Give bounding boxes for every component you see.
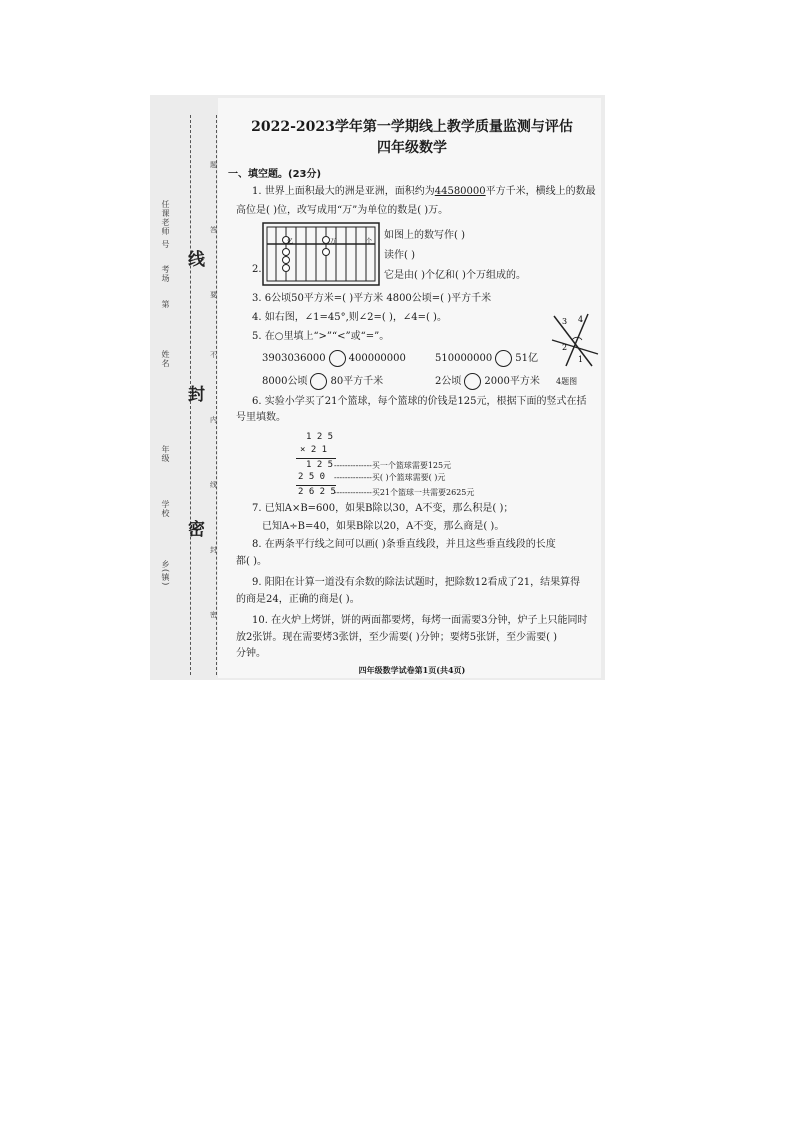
calc-rule-1: [296, 458, 336, 459]
calc-row-partial-2: 2 5 0: [298, 472, 326, 482]
q5-item-4: [435, 373, 540, 390]
warn-char-8: 题: [210, 161, 217, 169]
field-seat-number: 号: [161, 240, 170, 249]
field-exam-room: 考场: [161, 265, 170, 283]
warn-char-3: 线: [210, 481, 217, 489]
q5-answer-circle-4[interactable]: [464, 373, 481, 390]
abacus-figure: [262, 222, 380, 286]
q6-line2: 号里填数。: [236, 412, 286, 423]
calc-rule-2: [296, 485, 336, 486]
q1-area-number: 44580000: [434, 186, 486, 197]
q9-line1: 9. 阳阳在计算一道没有余数的除法试题时，把除数12看成了21，结果算得: [252, 577, 581, 588]
q5-item-2-left: 510000000: [435, 353, 493, 364]
q5-answer-circle-3[interactable]: [310, 373, 327, 390]
section-fill-blank-heading: 一、填空题。(23分): [228, 169, 322, 180]
q7-line1: 7. 已知A×B=600，如果B除以30，A不变，那么积是( )；: [252, 503, 514, 514]
q1-text-a: 1. 世界上面积最大的洲是亚洲，面积约为: [252, 186, 435, 197]
q1-line1: [252, 184, 596, 199]
q7-line2: 已知A÷B=40，如果B除以20，A不变，那么商是( )。: [262, 521, 505, 532]
seal-dashed-line-inner: [216, 115, 217, 675]
angle-label-1: 1: [578, 355, 584, 364]
q5-item-1: [262, 350, 406, 367]
seal-char-mi: 密: [184, 520, 204, 537]
q2-line2: 读作( ): [384, 250, 415, 261]
warn-char-7: 答: [210, 226, 217, 234]
field-town: 乡(镇): [161, 560, 170, 587]
warn-char-1: 密: [210, 611, 217, 619]
warn-char-6: 要: [210, 291, 217, 299]
q10-line2: 放2张饼。现在需要烤3张饼，至少需要( )分钟；要烤5张饼，至少需要( ): [236, 632, 558, 643]
q10-line1: 10. 在火炉上烤饼，饼的两面都要烤，每烤一面需要3分钟，炉子上只能同时: [252, 615, 588, 626]
q2-line1: 如图上的数写作( ): [384, 230, 465, 241]
angle-label-3: 3: [562, 317, 568, 326]
seal-char-feng: 封: [184, 385, 204, 402]
page-footer: 四年级数学试卷第1页(共4页): [358, 665, 466, 675]
field-name: 姓名: [161, 350, 170, 368]
q5-item-3-left: 8000公顷: [262, 376, 308, 387]
q2-line3: 它是由( )个亿和( )个万组成的。: [384, 270, 526, 281]
q5-item-2: [435, 350, 538, 367]
angle-label-4: 4: [578, 315, 584, 324]
q4-text: 4. 如右图，∠1=45°,则∠2=( )，∠4=( )。: [252, 312, 447, 323]
field-grade: 年级: [161, 445, 170, 463]
q5-answer-circle-1[interactable]: [329, 350, 346, 367]
q6-line1: 6. 实验小学买了21个篮球，每个篮球的价钱是125元，根据下面的竖式在括: [252, 396, 587, 407]
q3-text: 3. 6公顷50平方米=( )平方米 4800公顷=( )平方千米: [252, 293, 492, 304]
q1-text-b: 平方千米，横线上的数最: [485, 186, 596, 197]
abacus-label-yi: 亿: [287, 238, 294, 245]
calc-note-3: --------------买21个篮球一共需要2625元: [334, 488, 475, 497]
calc-row-partial-1: 1 2 5: [306, 460, 334, 470]
field-school: 学校: [161, 500, 170, 518]
q8-line1: 8. 在两条平行线之间可以画( )条垂直线段，并且这些垂直线段的长度: [252, 539, 556, 550]
abacus-label-ge: 个: [366, 238, 373, 245]
warn-char-2: 封: [210, 546, 217, 554]
seal-char-xian: 线: [184, 250, 204, 267]
q5-item-1-left: 3903036000: [262, 353, 326, 364]
warn-char-4: 内: [210, 416, 217, 424]
calc-row-multiplier: × 2 1: [300, 445, 328, 455]
angle-label-2: 2: [562, 343, 568, 352]
q5-answer-circle-2[interactable]: [495, 350, 512, 367]
exam-title: 2022-2023学年第一学期线上教学质量监测与评估: [251, 119, 573, 135]
calc-note-2: --------------买( )个篮球需要( )元: [334, 473, 446, 482]
q5-item-4-right: 2000平方米: [484, 376, 540, 387]
q5-item-3-right: 80平方千米: [330, 376, 384, 387]
exam-subtitle: 四年级数学: [377, 140, 447, 156]
q8-line2: 都( )。: [236, 556, 267, 567]
q5-item-2-right: 51亿: [515, 353, 538, 364]
q5-text: 5. 在○里填上“>”“<”或“=”。: [252, 331, 390, 342]
q4-figure-caption: 4题图: [556, 377, 578, 386]
q1-line2: 高位是( )位，改写成用“万”为单位的数是( )万。: [236, 205, 449, 216]
abacus-label-wan: 万: [330, 238, 337, 245]
q5-item-3: [262, 373, 383, 390]
q5-item-1-right: 400000000: [348, 353, 406, 364]
calc-row-multiplicand: 1 2 5: [306, 432, 334, 442]
q10-line3: 分钟。: [236, 648, 266, 659]
q9-line2: 的商是24，正确的商是( )。: [236, 594, 360, 605]
warn-char-5: 不: [210, 351, 217, 359]
field-teacher: 任课老师: [161, 200, 170, 236]
q5-item-4-left: 2公顷: [435, 376, 462, 387]
field-number-prefix: 第: [161, 300, 170, 309]
calc-note-1: --------------买一个篮球需要125元: [334, 461, 452, 470]
angle-figure: [548, 310, 600, 376]
q2-label: 2.: [252, 264, 262, 275]
calc-row-product: 2 6 2 5: [298, 487, 336, 497]
